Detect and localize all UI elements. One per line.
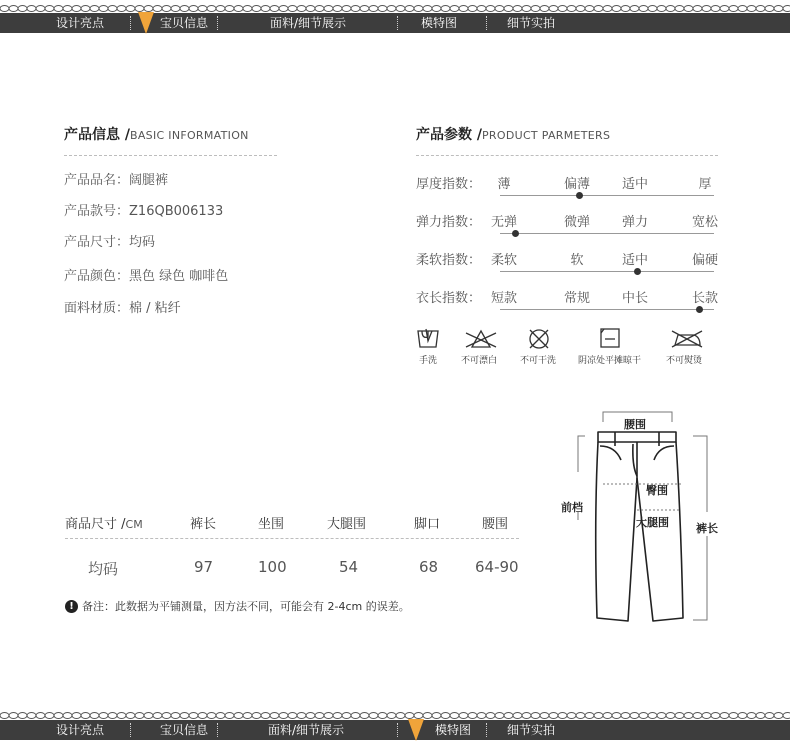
param-option: 常规 <box>563 291 590 306</box>
care-label-no-dry-clean: 不可干洗 <box>520 356 557 366</box>
product-info-divider <box>64 155 277 156</box>
care-label-no-iron: 不可熨烫 <box>666 356 703 366</box>
info-row-style-no: 产品款号：Z16QB006133 <box>64 204 224 219</box>
size-col-thigh: 大腿围 <box>327 517 367 532</box>
size-table-unit: CM <box>125 518 143 531</box>
nav-separator <box>130 723 131 737</box>
param-option: 厚 <box>698 177 712 192</box>
size-row-label: 均码 <box>88 560 119 578</box>
diagram-label-thigh: 大腿围 <box>636 516 669 529</box>
param-label: 柔软指数： <box>416 253 482 268</box>
param-scale-line <box>500 195 714 196</box>
param-option: 偏薄 <box>563 177 590 192</box>
nav-separator <box>486 16 487 30</box>
size-col-hem: 脚口 <box>414 517 441 532</box>
nav-separator <box>217 723 218 737</box>
param-option: 柔软 <box>490 253 517 268</box>
care-label-shade-flat-dry: 阴凉处平摊晾干 <box>578 356 642 366</box>
nav-tab-model-photos[interactable]: 模特图 <box>421 16 458 30</box>
size-col-length: 裤长 <box>190 517 217 532</box>
diagram-label-waist: 腰围 <box>624 418 646 431</box>
chain-border-icon <box>0 4 790 13</box>
param-option: 短款 <box>490 291 517 306</box>
no-dry-clean-icon <box>530 330 548 348</box>
product-info-title-en: BASIC INFORMATION <box>130 129 249 142</box>
info-row-color: 产品颜色：黑色 绿色 咖啡色 <box>64 269 229 284</box>
nav-tab-design-highlights[interactable]: 设计亮点 <box>56 723 105 737</box>
info-row-size: 产品尺寸：均码 <box>64 235 156 250</box>
size-col-hip: 坐围 <box>258 517 285 532</box>
product-params-title-cn: 产品参数 / <box>416 127 482 143</box>
product-params-title-en: PRODUCT PARMETERS <box>482 129 611 142</box>
nav-separator <box>486 723 487 737</box>
param-level-dot <box>576 192 583 199</box>
param-scale-line <box>500 309 714 310</box>
no-iron-icon <box>672 331 702 347</box>
no-bleach-icon <box>466 331 496 347</box>
param-scale-line <box>500 271 714 272</box>
param-option: 偏硬 <box>691 253 718 268</box>
nav-separator <box>397 723 398 737</box>
param-option: 薄 <box>497 177 511 192</box>
param-label: 厚度指数： <box>416 177 482 192</box>
measurement-note-text: 备注：此数据为平铺测量，因方法不同，可能会有 2-4cm 的误差。 <box>82 600 410 613</box>
size-col-waist: 腰围 <box>482 517 509 532</box>
nav-tab-product-info[interactable]: 宝贝信息 <box>160 16 209 30</box>
product-info-title <box>64 124 249 144</box>
size-table-divider <box>65 538 519 539</box>
nav-tab-detail-shots[interactable]: 细节实拍 <box>507 723 556 737</box>
product-info-title-cn: 产品信息 / <box>64 127 130 143</box>
warning-icon: ! <box>65 600 78 613</box>
top-nav <box>0 4 790 34</box>
nav-tab-design-highlights[interactable]: 设计亮点 <box>56 16 105 30</box>
nav-tab-fabric-details[interactable]: 面料/细节展示 <box>270 16 347 30</box>
param-level-dot <box>696 306 703 313</box>
size-value-waist: 64-90 <box>475 558 519 576</box>
param-option: 微弹 <box>563 215 590 230</box>
active-tab-marker-icon <box>408 719 424 741</box>
diagram-label-hip: 臀围 <box>646 484 668 497</box>
param-option: 无弹 <box>490 215 517 230</box>
size-value-hem: 68 <box>419 558 439 576</box>
nav-tab-detail-shots[interactable]: 细节实拍 <box>507 16 556 30</box>
param-option: 长款 <box>691 291 718 306</box>
info-row-name: 产品品名：阔腿裤 <box>64 173 169 188</box>
size-table-header-label: 商品尺寸 /CM <box>65 517 143 532</box>
nav-separator <box>397 16 398 30</box>
diagram-label-length: 裤长 <box>696 522 718 535</box>
nav-tab-product-info[interactable]: 宝贝信息 <box>160 723 209 737</box>
param-label: 弹力指数： <box>416 215 482 230</box>
param-level-dot <box>634 268 641 275</box>
nav-bar <box>0 720 790 740</box>
care-label-no-bleach: 不可漂白 <box>461 356 498 366</box>
param-level-dot <box>512 230 519 237</box>
active-tab-marker-icon <box>138 12 154 34</box>
product-params-title <box>416 124 610 144</box>
param-option: 适中 <box>621 177 648 192</box>
shade-flat-dry-icon <box>601 329 619 347</box>
size-value-thigh: 54 <box>339 558 359 576</box>
nav-bar <box>0 13 790 33</box>
param-label: 衣长指数： <box>416 291 482 306</box>
nav-tab-model-photos[interactable]: 模特图 <box>435 723 472 737</box>
measurement-note <box>65 598 410 614</box>
size-value-hip: 100 <box>258 558 287 576</box>
param-option: 中长 <box>621 291 648 306</box>
nav-separator <box>130 16 131 30</box>
param-option: 软 <box>570 253 584 268</box>
diagram-label-rise: 前档 <box>561 501 583 514</box>
nav-separator <box>217 16 218 30</box>
hand-wash-icon <box>418 329 438 347</box>
chain-border-icon <box>0 711 790 720</box>
bottom-nav <box>0 711 790 741</box>
param-scale-line <box>500 233 714 234</box>
nav-tab-fabric-details[interactable]: 面料/细节展示 <box>268 723 345 737</box>
param-option: 弹力 <box>621 215 648 230</box>
product-params-divider <box>416 155 718 156</box>
size-value-length: 97 <box>194 558 214 576</box>
param-option: 适中 <box>621 253 648 268</box>
info-row-material: 面料材质：棉 / 粘纤 <box>64 301 181 316</box>
care-label-hand-wash: 手洗 <box>419 356 438 366</box>
param-option: 宽松 <box>691 215 718 230</box>
